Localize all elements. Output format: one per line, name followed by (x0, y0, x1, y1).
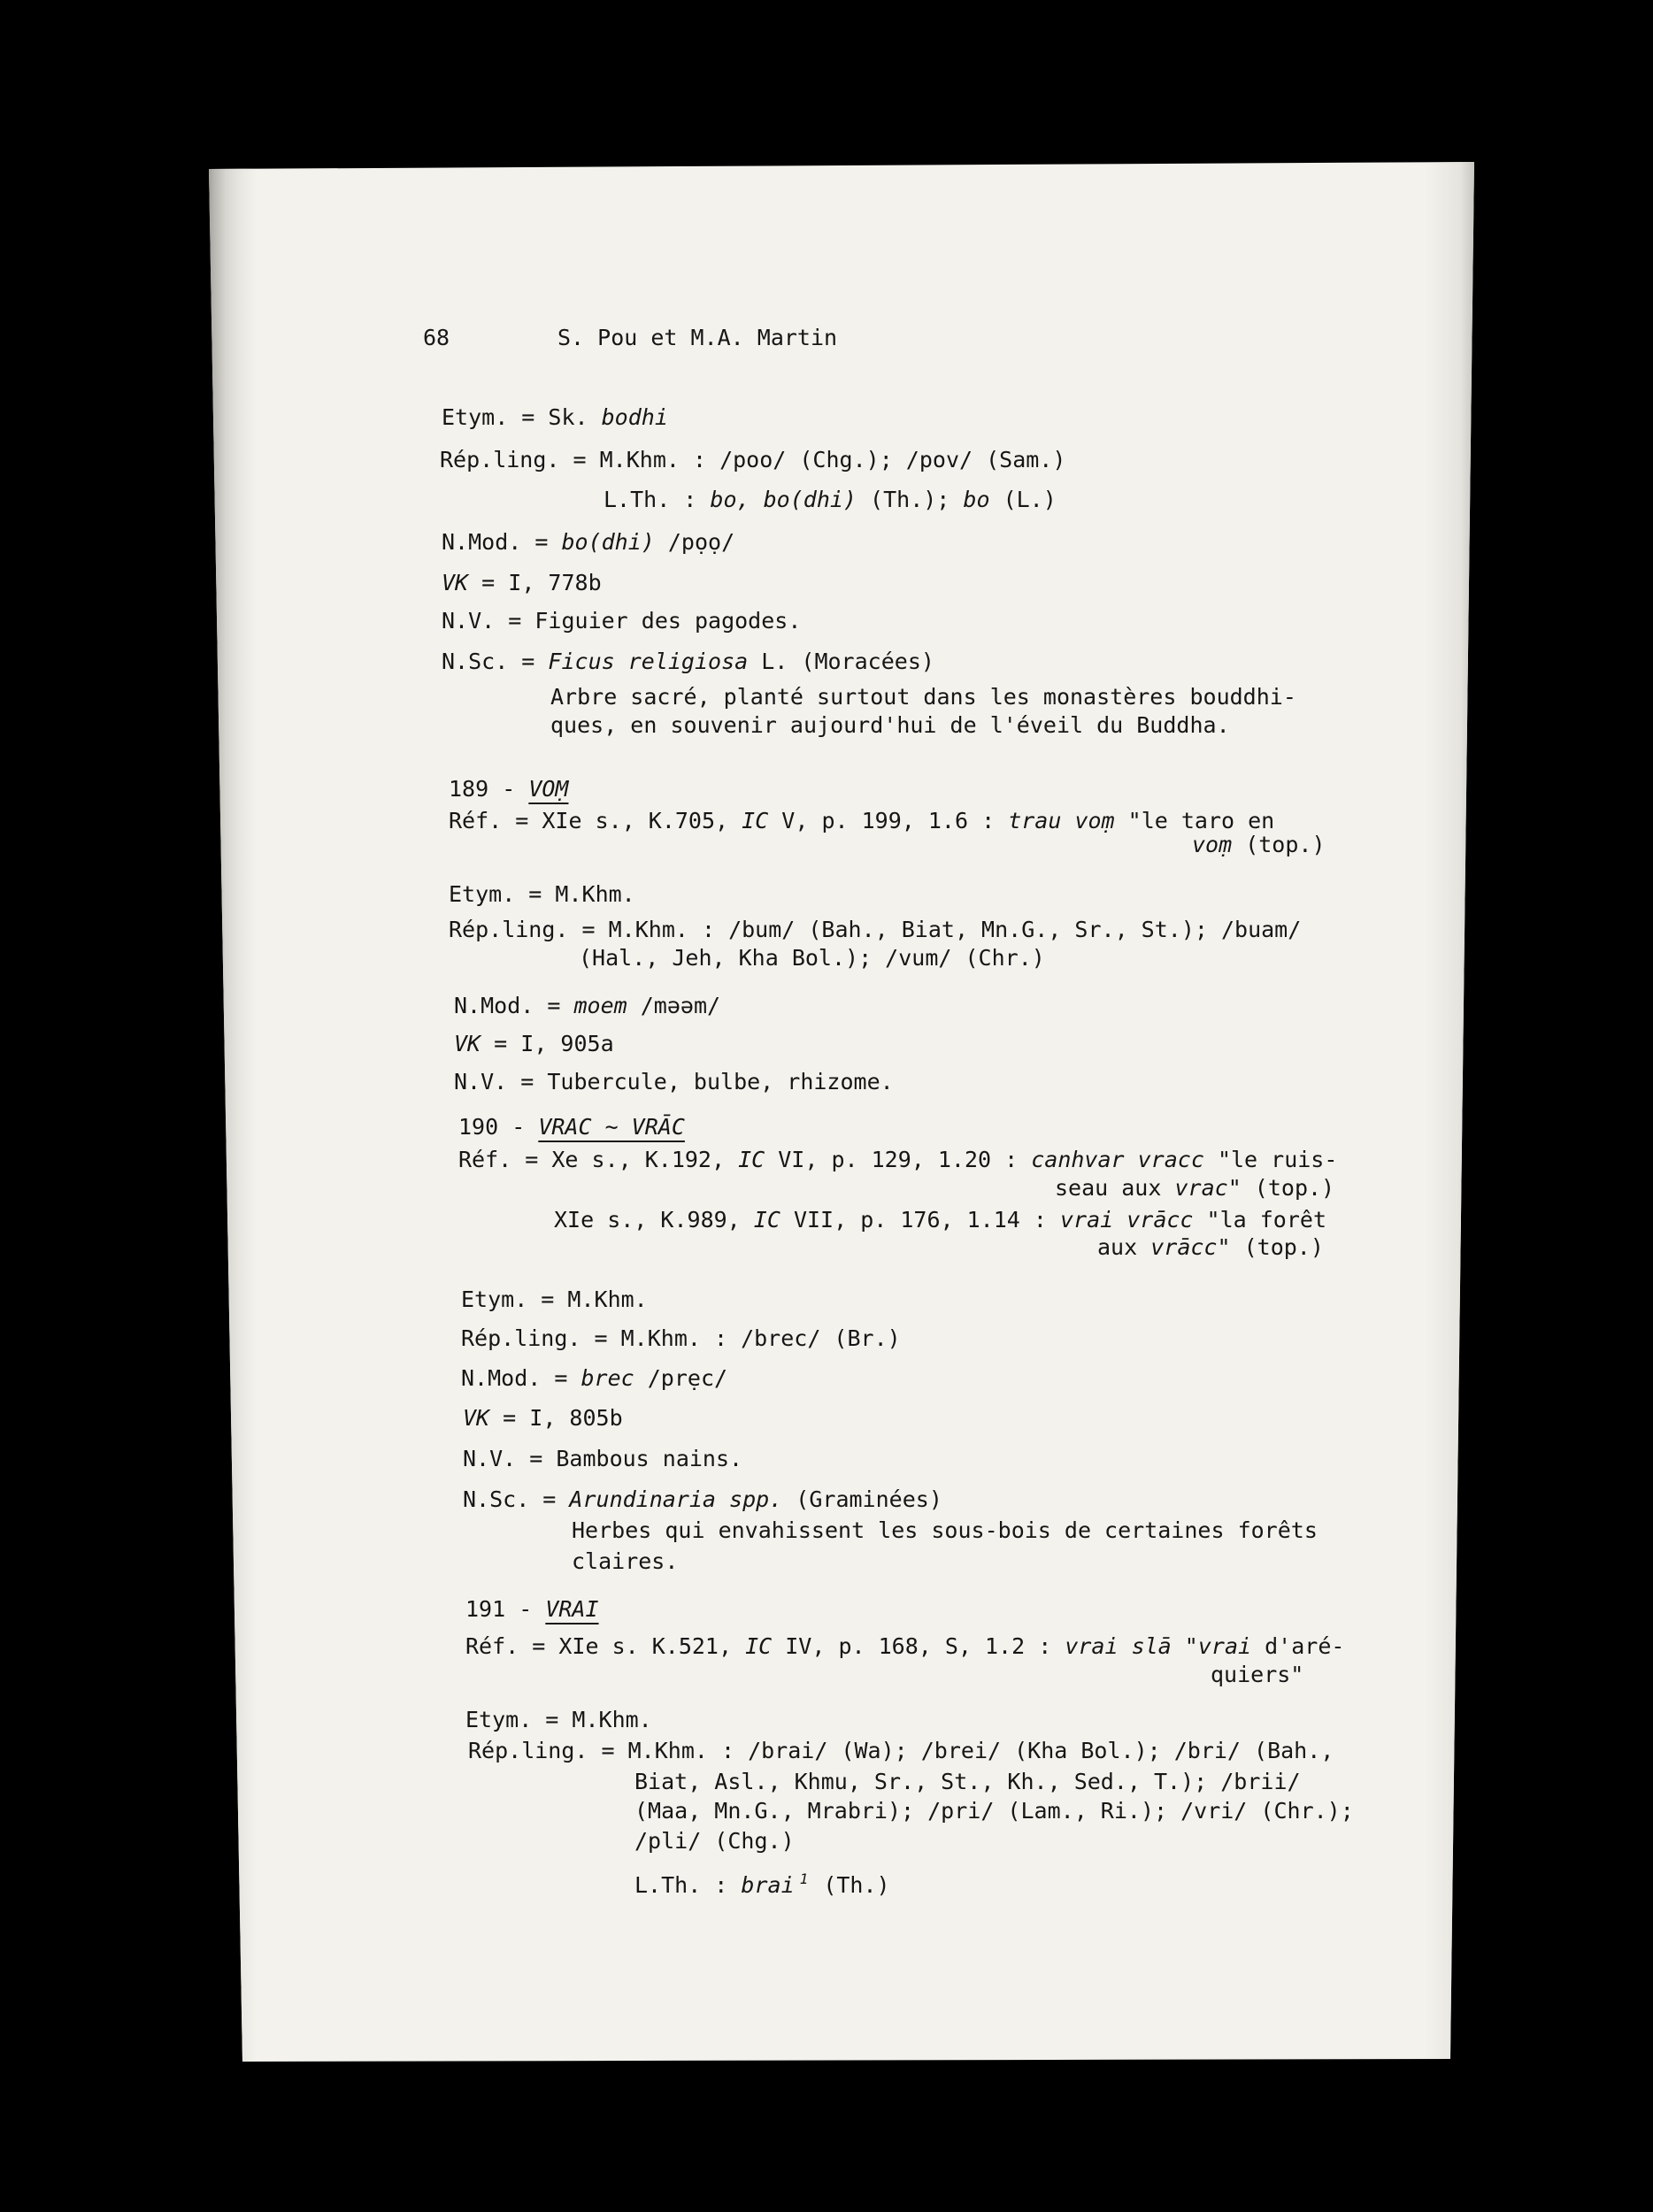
n-mod-phonetic: /prẹc/ (634, 1365, 728, 1391)
ref-gloss-form: vrai (1197, 1633, 1252, 1659)
ref-line-continued: quiers" (1211, 1662, 1304, 1687)
n-mod-form: bo(dhi) (561, 529, 655, 555)
rep-ling-line: Rép.ling. = M.Khm. : /bum/ (Bah., Biat, Mn.G., Sr., St.); /buam/ (449, 917, 1302, 942)
n-mod-line (454, 993, 720, 1019)
l-th-form: brai (741, 1872, 795, 1898)
ref-form: canhvar vracc (1031, 1147, 1204, 1172)
note-line: Arbre sacré, planté surtout dans les monastères bouddhi- (550, 684, 1296, 710)
etym-line: Etym. = M.Khm. (449, 881, 635, 907)
n-sc-label: N.Sc. = (463, 1486, 570, 1512)
ref-label: Réf. = Xe s., K.192, (458, 1147, 739, 1172)
ref-line (554, 1207, 1326, 1233)
ref-line-continued (1055, 1175, 1334, 1202)
vk-line (463, 1405, 623, 1432)
etym-line: Etym. = M.Khm. (461, 1286, 648, 1312)
ref-form: trau voṃ (1008, 808, 1115, 833)
n-mod-label: N.Mod. = (442, 529, 562, 555)
ref-gloss-form: voṃ (1192, 832, 1233, 857)
vk-label: VK (454, 1031, 481, 1056)
n-mod-phonetic: /məəm/ (627, 993, 721, 1018)
note-line: Herbes qui envahissent les sous-bois de certaines forêts (572, 1517, 1318, 1543)
page-number: 68 (423, 325, 450, 350)
vk-reference: = I, 805b (489, 1405, 623, 1431)
l-th-form: bo (963, 487, 990, 512)
l-th-source: (Th.) (810, 1872, 890, 1898)
n-v-line: N.V. = Figuier des pagodes. (442, 608, 802, 634)
n-mod-line (461, 1365, 727, 1392)
footnote-marker: 1 (799, 1870, 809, 1887)
entry-number: 191 - (465, 1596, 546, 1622)
etym-line (442, 404, 668, 431)
n-sc-name: Arundinaria spp. (569, 1486, 783, 1512)
vk-label: VK (463, 1405, 490, 1431)
vk-reference: = I, 778b (468, 570, 602, 595)
ref-ic: IC (753, 1207, 780, 1233)
vk-line (442, 570, 602, 596)
ref-ic: IC (738, 1147, 765, 1172)
n-sc-line (442, 649, 934, 675)
ref-citation: IV, p. 168, S, 1.2 : (772, 1633, 1065, 1659)
n-mod-label: N.Mod. = (461, 1365, 581, 1391)
n-sc-rest: (Graminées) (782, 1486, 942, 1512)
n-sc-label: N.Sc. = (442, 649, 549, 674)
rep-ling-line: Rép.ling. = M.Khm. : /brai/ (Wa); /brei/ (Kha Bol.); /bri/ (Bah., (468, 1738, 1334, 1763)
n-sc-rest: L. (Moracées) (748, 649, 934, 674)
ref-gloss-open: " (1171, 1633, 1198, 1659)
entry-heading (458, 1114, 685, 1141)
ref-gloss: "le ruis- (1203, 1147, 1338, 1172)
rep-ling-line-continued: (Hal., Jeh, Kha Bol.); /vum/ (Chr.) (579, 945, 1045, 971)
ref-citation: VI, p. 129, 1.20 : (765, 1147, 1032, 1172)
note-line: claires. (572, 1548, 679, 1574)
l-th-source: (L.) (989, 487, 1057, 512)
ref-line (465, 1633, 1344, 1660)
ref-gloss-cont: seau aux (1055, 1175, 1175, 1201)
entry-heading (465, 1596, 599, 1623)
l-th-label: L.Th. : (604, 487, 711, 512)
ref-gloss-form: vrācc (1150, 1234, 1218, 1260)
running-title: S. Pou et M.A. Martin (557, 325, 838, 350)
n-mod-form: moem (573, 993, 627, 1018)
vk-line (454, 1031, 614, 1057)
n-mod-phonetic: /pọọ/ (654, 529, 735, 555)
l-th-label: L.Th. : (634, 1872, 742, 1898)
etym-label: Etym. = Sk. (442, 404, 602, 430)
etym-line: Etym. = M.Khm. (465, 1707, 652, 1732)
n-mod-line (442, 529, 734, 556)
note-line: ques, en souvenir aujourd'hui de l'éveil du Buddha. (550, 712, 1230, 738)
l-th-line (604, 487, 1057, 513)
rep-ling-line-continued: /pli/ (Chg.) (634, 1828, 795, 1854)
l-th-source: (Th.); (857, 487, 964, 512)
ref-gloss-end: (top.) (1232, 832, 1326, 857)
ref-ic: IC (745, 1633, 773, 1659)
vk-reference: = I, 905a (481, 1031, 614, 1056)
rep-ling-line: Rép.ling. = M.Khm. : /poo/ (Chg.); /pov/ (Sam.) (440, 447, 1066, 472)
entry-number: 190 - (458, 1114, 539, 1140)
ref-line (458, 1147, 1337, 1173)
n-mod-form: brec (580, 1365, 634, 1391)
ref-citation: V, p. 199, 1.6 : (768, 808, 1009, 833)
ref-line-continued (1097, 1234, 1324, 1261)
n-sc-name: Ficus religiosa (548, 649, 749, 674)
ref-label: Réf. = XIe s., K.705, (449, 808, 742, 833)
entry-number: 189 - (449, 776, 529, 802)
ref-gloss-end: " (top.) (1217, 1234, 1324, 1260)
rep-ling-line-continued: (Maa, Mn.G., Mrabri); /pri/ (Lam., Ri.); /vri/ (Chr.); (634, 1798, 1354, 1824)
l-th-line (634, 1866, 890, 1899)
etym-form: bodhi (601, 404, 668, 430)
headword: VRAI (545, 1596, 599, 1622)
rep-ling-line-continued: Biat, Asl., Khmu, Sr., St., Kh., Sed., T.); /brii/ (634, 1769, 1301, 1794)
entry-heading (449, 776, 568, 803)
ref-gloss: "le taro en (1114, 808, 1275, 833)
vk-label: VK (442, 570, 469, 595)
ref-line-continued (1192, 832, 1326, 858)
ref-ic: IC (742, 808, 769, 833)
n-v-line: N.V. = Bambous nains. (463, 1446, 743, 1471)
ref-label: XIe s., K.989, (554, 1207, 754, 1233)
rep-ling-line: Rép.ling. = M.Khm. : /brec/ (Br.) (461, 1325, 901, 1351)
headword: VOṂ (528, 776, 569, 802)
ref-gloss: "la forêt (1193, 1207, 1326, 1233)
ref-line (449, 808, 1274, 834)
ref-gloss-end: " (top.) (1227, 1175, 1335, 1201)
n-mod-label: N.Mod. = (454, 993, 574, 1018)
ref-gloss-cont: aux (1097, 1234, 1151, 1260)
n-sc-line (463, 1486, 942, 1513)
ref-form: vrai slā (1065, 1633, 1172, 1659)
n-v-line: N.V. = Tubercule, bulbe, rhizome. (454, 1069, 894, 1094)
l-th-form: bo, bo(dhi) (710, 487, 857, 512)
ref-form: vrai vrācc (1059, 1207, 1194, 1233)
ref-citation: VII, p. 176, 1.14 : (780, 1207, 1060, 1233)
ref-gloss: d'aré- (1251, 1633, 1345, 1659)
ref-gloss-form: vrac (1174, 1175, 1228, 1201)
headword: VRAC ∼ VRĀC (538, 1114, 685, 1140)
ref-label: Réf. = XIe s. K.521, (465, 1633, 746, 1659)
